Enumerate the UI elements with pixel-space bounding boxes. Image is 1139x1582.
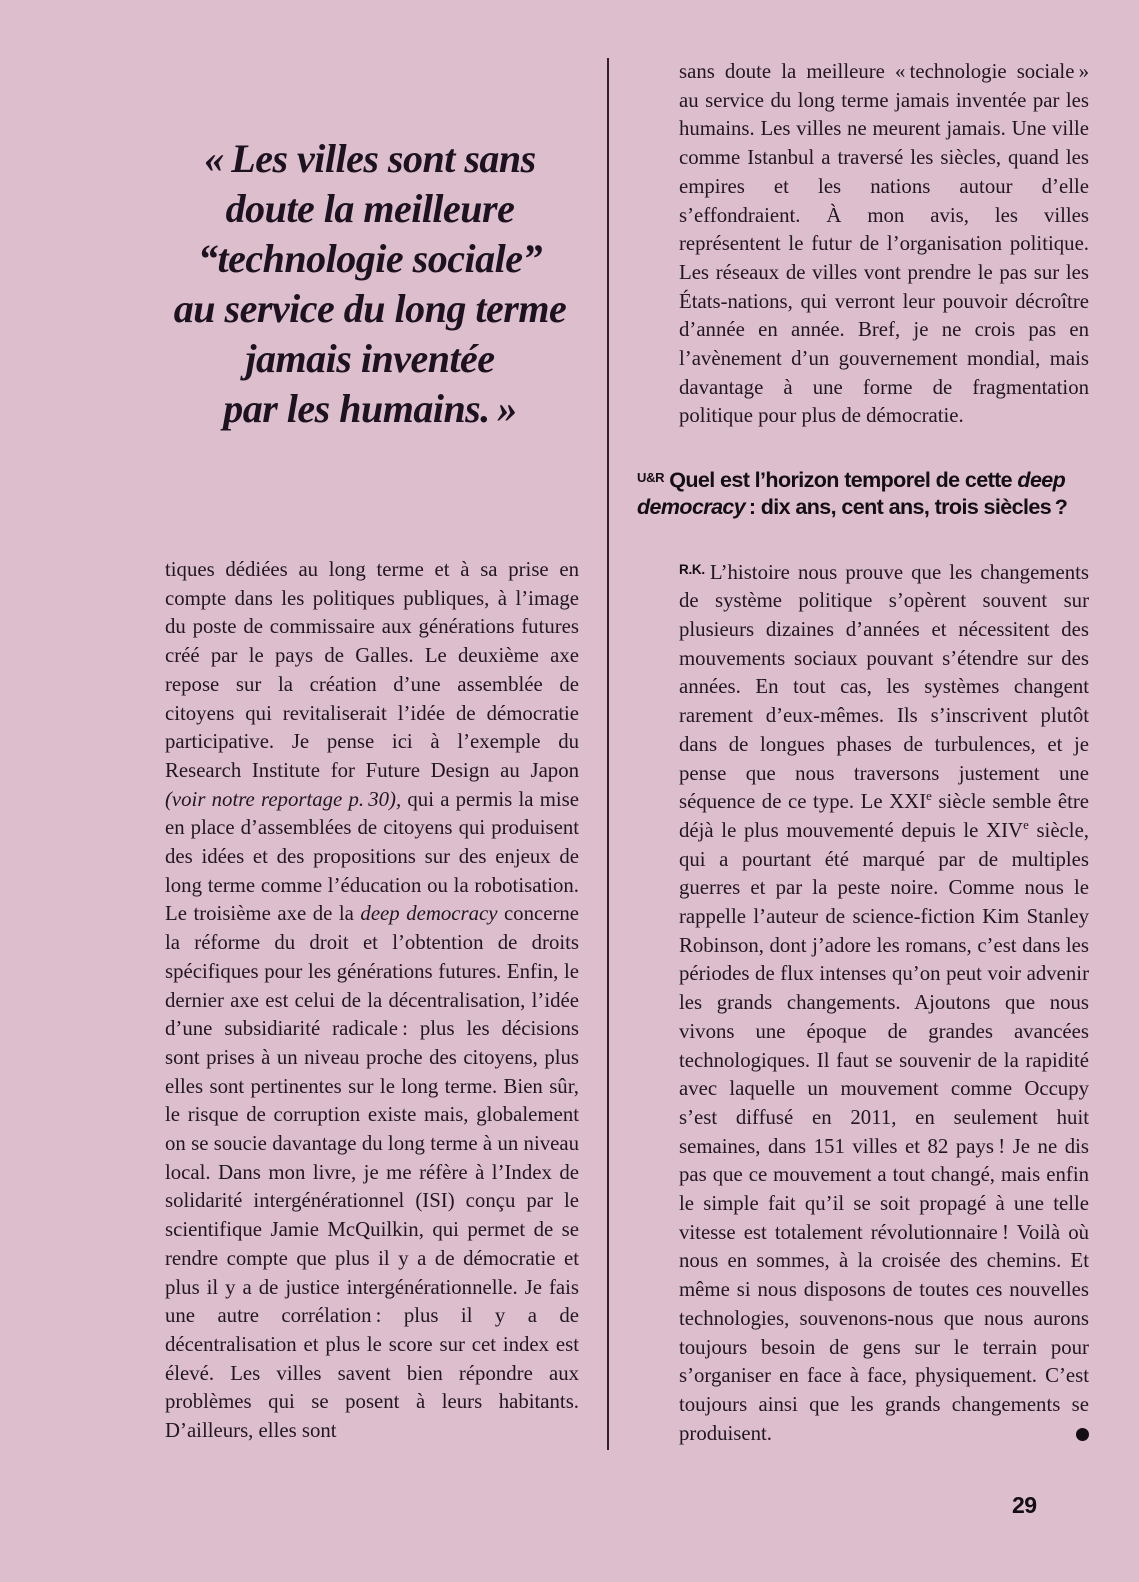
left-column-text: tiques dédiées au long terme et à sa prise en compte dans les politiques publiques, à l’image du poste de commissaire aux générations futures créé par le pays de Galles. Le deuxième axe repose sur la création d’une assemblée de citoyens qui revitaliserait l’idée de démocratie participative. Je pense ici à l’exemple du Research Institute for Future Design au Japon (voir notre reportage p. 30), qui a permis la mise en place d’assemblées de citoyens qui produisent des idées et des propositions sur des enjeux de long terme comme l’éducation ou la robotisation. Le troisième axe de la deep democracy concerne la réforme du droit et l’obtention de droits spécifiques pour les générations futures. Enfin, le dernier axe est celui de la décentralisation, l’idée d’une subsidiarité radicale : plus les décisions sont prises à un niveau proche des citoyens, plus elles sont pertinentes sur le long terme. Bien sûr, le risque de corruption existe mais, globalement on se soucie davantage du long terme à un niveau local. Dans mon livre, je me réfère à l’Index de solidarité intergénérationnel (ISI) conçu par le scientifique Jamie McQuilkin, qui permet de se rendre compte que plus il y a de démocratie et plus il y a de justice intergénérationnelle. Je fais une autre corrélation : plus il y a de décentralisation et plus le score sur cet index est élevé. Les villes savent bien répondre aux problèmes qui se posent à leurs habitants. D’ailleurs, elles sont xyxy=(165,558,579,1443)
question-text: Quel est l’horizon temporel de cette deep democracy : dix ans, cent ans, trois siècles ? xyxy=(637,467,1068,520)
pull-quote xyxy=(105,134,635,434)
pull-quote-line: « Les villes sont sans xyxy=(204,136,536,181)
interviewee-answer xyxy=(679,556,1089,1448)
page-number: 29 xyxy=(1012,1492,1037,1518)
interviewer-label: U&R xyxy=(637,470,665,485)
article-end-mark-icon xyxy=(1076,1428,1089,1441)
pull-quote-line: jamais inventée xyxy=(245,336,495,381)
pull-quote-line: par les humains. » xyxy=(223,386,517,431)
right-column-intro-text: sans doute la meilleure « technologie sociale » au service du long terme jamais inventée par les humains. Les villes ne meurent jamais. Une ville comme Istanbul a traversé les siècles, quand les empires et les nations autour d’elle s’effondraient. À mon avis, les villes représentent le futur de l’organisation politique. Les réseaux de villes vont prendre le pas sur les États-nations, qui verront leur pouvoir décroître d’année en année. Bref, je ne crois pas en l’avènement d’un gouvernement mondial, mais davantage à une forme de fragmentation politique pour plus de démocratie. xyxy=(679,60,1089,428)
pull-quote-line: “technologie sociale” xyxy=(198,236,542,281)
pull-quote-line: doute la meilleure xyxy=(225,186,515,231)
pull-quote-line: au service du long terme xyxy=(173,286,567,331)
answer-text: L’histoire nous prouve que les changements de système politique s’opèrent souvent sur plusieurs dizaines d’années et nécessitent des mouvements sociaux pouvant s’étendre sur des années. En tout cas, les systèmes changent rarement d’eux-mêmes. Ils s’inscrivent plutôt dans de longues phases de turbulences, et je pense que nous traversons justement une séquence de ce type. Le XXIe siècle semble être déjà le plus mouvementé depuis le XIVe siècle, qui a pourtant été marqué par de multiples guerres et par la peste noire. Comme nous le rappelle l’auteur de science-fiction Kim Stanley Robinson, dont j’adore les romans, c’est dans les périodes de flux intenses qu’on peut voir advenir les grands changements. Ajoutons que nous vivons une époque de grandes avancées technologiques. Il faut se souvenir de la rapidité avec laquelle un mouvement comme Occupy s’est diffusé en 2011, en seulement huit semaines, dans 151 villes et 82 pays ! Je ne dis pas que ce mouvement a tout changé, mais enfin le simple fait qu’il se soit propagé à une telle vitesse est totalement révolutionnaire ! Voilà où nous en sommes, à la croisée des chemins. Et même si nous disposons de toutes ces nouvelles technologies, souvenons-nous que nous aurons toujours besoin de gens sur le terrain pour s’organiser en face à face, physiquement. C’est toujours ainsi que les grands changements se produisent. xyxy=(679,560,1090,1445)
interviewee-label: R.K. xyxy=(679,562,705,577)
interviewer-question xyxy=(637,464,1091,522)
